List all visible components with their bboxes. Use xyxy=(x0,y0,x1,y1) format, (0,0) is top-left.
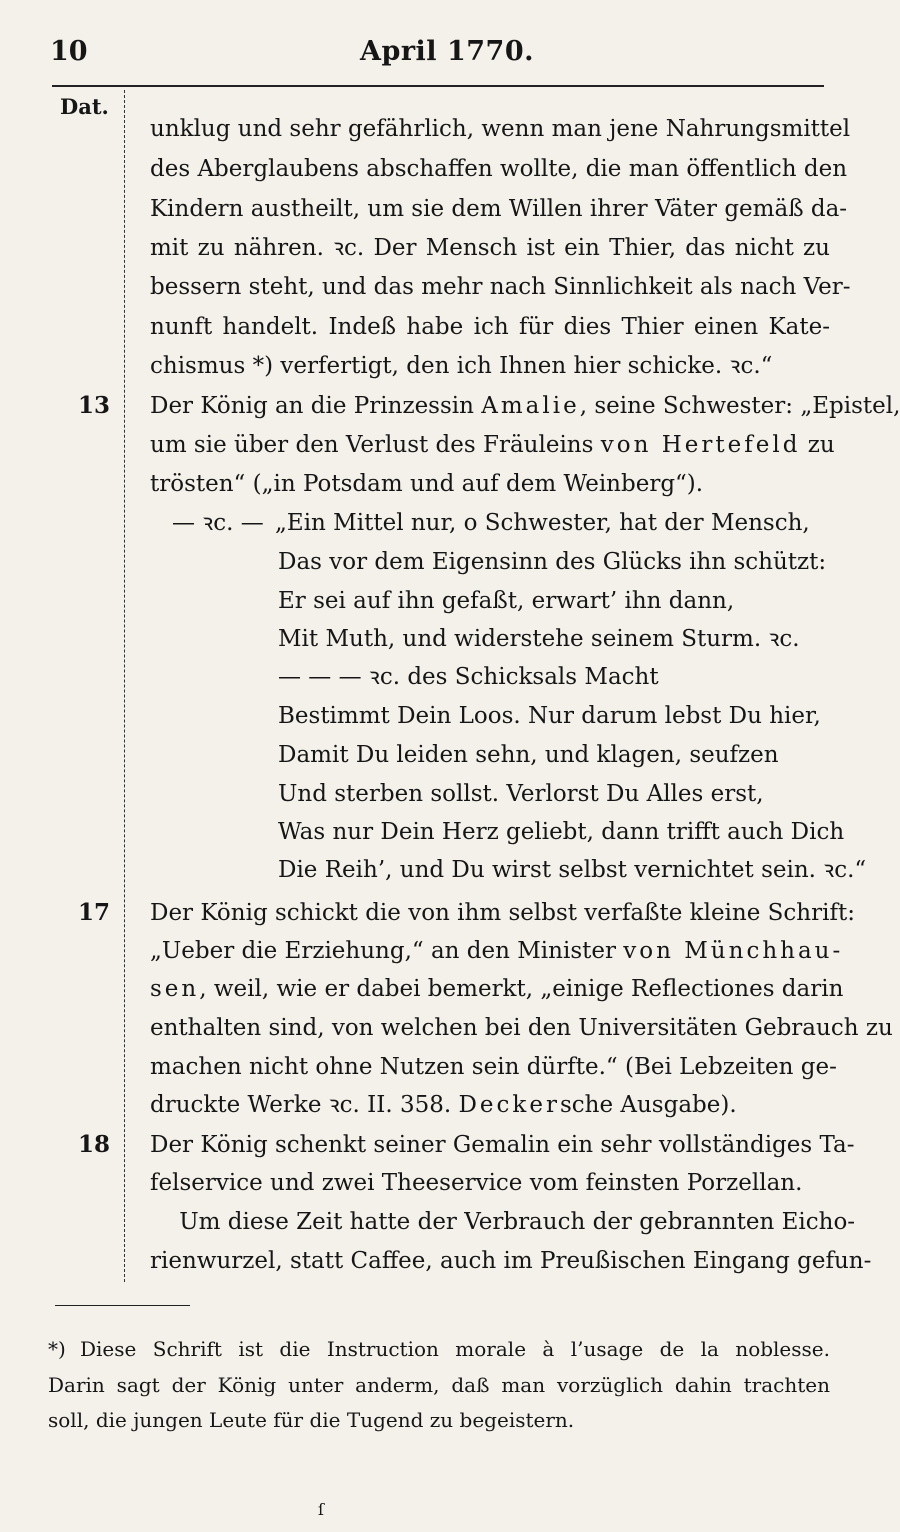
person-name: Amalie xyxy=(481,393,580,419)
entry-date: 17 xyxy=(78,899,111,926)
page-header xyxy=(0,30,900,80)
entry-line: Um diese Zeit hatte der Verbrauch der gebrannten Eicho- xyxy=(150,1209,856,1235)
person-name: sen xyxy=(150,976,200,1002)
running-head: April 1770. xyxy=(360,36,535,67)
entry-date: 18 xyxy=(78,1131,111,1158)
text-segment: „Ueber die Erziehung,“ an den Minister xyxy=(150,938,624,964)
page-number: 10 xyxy=(50,36,88,67)
text-line: des Aberglaubens abschaffen wollte, die man öffentlich den xyxy=(150,156,848,182)
person-name: von Hertefeld xyxy=(600,432,801,458)
entry-date: 13 xyxy=(78,392,111,419)
date-column-label: Dat. xyxy=(60,94,109,119)
footnote-line: Darin sagt der König unter anderm, daß man vorzüglich dahin trachten xyxy=(48,1373,830,1397)
entry-line: rienwurzel, statt Caffee, auch im Preußischen Eingang gefun- xyxy=(150,1248,872,1274)
text-segment: zu xyxy=(800,432,835,458)
header-rule xyxy=(52,85,824,87)
text-line: mit zu nähren. ꝛc. Der Mensch ist ein Thier, das nicht zu xyxy=(150,235,830,261)
verse-line: Er sei auf ihn gefaßt, erwart’ ihn dann, xyxy=(278,588,735,614)
verse-line: — — — ꝛc. des Schicksals Macht xyxy=(278,664,659,690)
verse-line: Was nur Dein Herz geliebt, dann trifft auch Dich xyxy=(278,819,845,845)
entry-line xyxy=(150,389,900,423)
verse-line: Damit Du leiden sehn, und klagen, seufzen xyxy=(278,742,779,768)
footnote-line: Diese Schrift ist die Instruction morale à l’usage de la noblesse. xyxy=(80,1337,830,1361)
date-column-rule xyxy=(124,90,125,1282)
signature-mark: ſ xyxy=(318,1500,324,1519)
entry-line: machen nicht ohne Nutzen sein dürfte.“ (Bei Lebzeiten ge- xyxy=(150,1054,837,1080)
text-line: chismus *) verfertigt, den ich Ihnen hier schicke. ꝛc.“ xyxy=(150,353,773,379)
text-line: unklug und sehr gefährlich, wenn man jene Nahrungsmittel xyxy=(150,116,851,142)
entry-line xyxy=(150,1088,830,1122)
entry-line: Der König schenkt seiner Gemalin ein sehr vollständiges Ta- xyxy=(150,1132,855,1158)
text-line: nunft handelt. Indeß habe ich für dies Thier einen Kate- xyxy=(150,314,830,340)
entry-line: Der König schickt die von ihm selbst verfaßte kleine Schrift: xyxy=(150,900,855,926)
person-name: Decker xyxy=(458,1092,560,1118)
entry-line: trösten“ („in Potsdam und auf dem Weinberg“). xyxy=(150,471,704,497)
text-segment: , weil, wie er dabei bemerkt, „einige Reflectiones darin xyxy=(199,976,844,1002)
verse-line: Und sterben sollst. Verlorst Du Alles erst, xyxy=(278,781,764,807)
footnote-rule xyxy=(55,1305,190,1306)
text-line: Kindern austheilt, um sie dem Willen ihrer Väter gemäß da- xyxy=(150,196,848,222)
text-segment: sche Ausgabe). xyxy=(559,1092,737,1118)
verse-line: Das vor dem Eigensinn des Glücks ihn schützt: xyxy=(278,549,827,575)
text-line: bessern steht, und das mehr nach Sinnlichkeit als nach Ver- xyxy=(150,274,851,300)
entry-line xyxy=(150,972,844,1006)
verse-line: Bestimmt Dein Loos. Nur darum lebst Du hier, xyxy=(278,703,821,729)
person-name: von Münchhau- xyxy=(623,938,844,964)
entry-line: felservice und zwei Theeservice vom feinsten Porzellan. xyxy=(150,1170,803,1196)
footnote-line: soll, die jungen Leute für die Tugend zu begeistern. xyxy=(48,1408,575,1432)
verse-lead: — ꝛc. — xyxy=(172,510,264,536)
entry-line xyxy=(150,934,844,968)
text-segment: druckte Werke ꝛc. II. 358. xyxy=(150,1092,459,1118)
entry-line xyxy=(150,428,835,462)
entry-line: enthalten sind, von welchen bei den Universitäten Gebrauch zu xyxy=(150,1015,893,1041)
verse-line: „Ein Mittel nur, o Schwester, hat der Mensch, xyxy=(275,510,810,536)
text-segment: um sie über den Verlust des Fräuleins xyxy=(150,432,601,458)
verse-line: Mit Muth, und widerstehe seinem Sturm. ꝛc. xyxy=(278,626,800,652)
text-segment: , seine Schwester: „Epistel, xyxy=(579,393,900,419)
footnote-mark: *) xyxy=(48,1337,66,1361)
verse-line: Die Reih’, und Du wirst selbst vernichtet sein. ꝛc.“ xyxy=(278,857,867,883)
text-segment: Der König an die Prinzessin xyxy=(150,393,482,419)
